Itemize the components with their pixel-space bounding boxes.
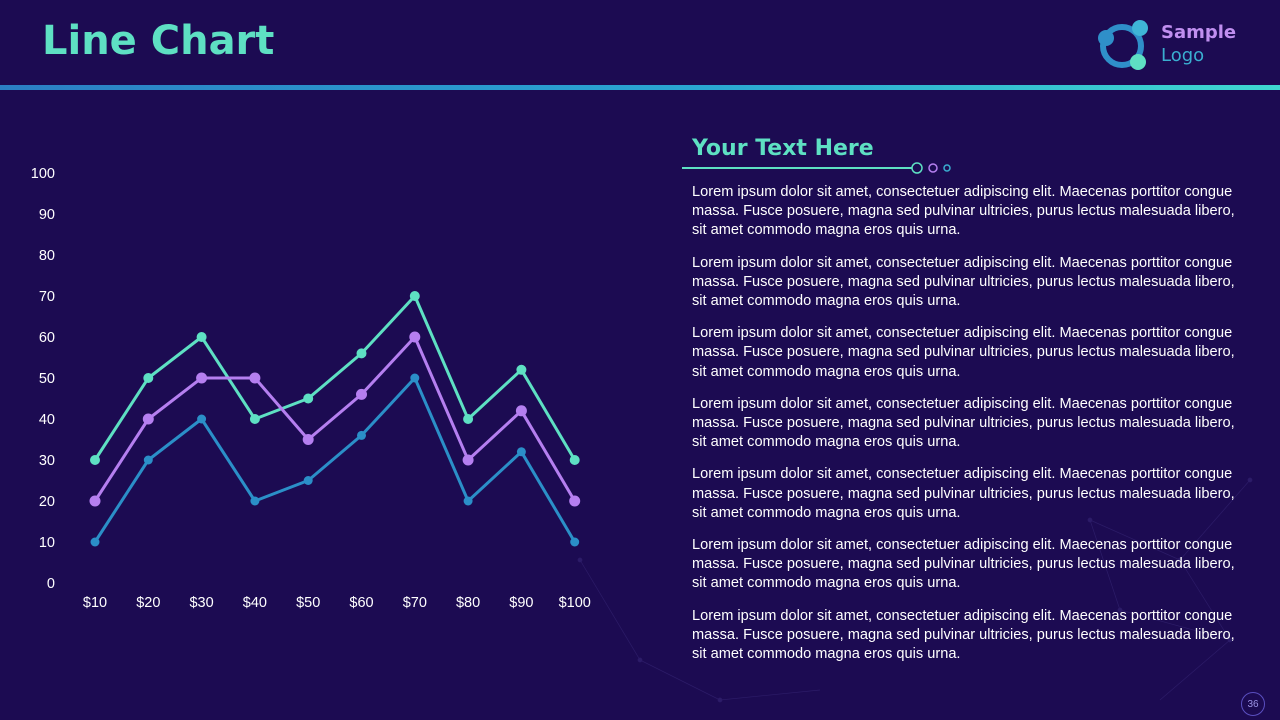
x-tick-label: $40 bbox=[242, 595, 268, 611]
data-point bbox=[409, 332, 420, 343]
data-point bbox=[463, 455, 474, 466]
side-panel-paragraphs bbox=[692, 183, 1237, 677]
data-point bbox=[197, 415, 206, 424]
data-point bbox=[143, 373, 153, 383]
x-tick-label: $30 bbox=[189, 595, 214, 611]
y-tick-label: 70 bbox=[38, 289, 55, 305]
data-point bbox=[464, 497, 473, 506]
x-tick-label: $10 bbox=[82, 595, 108, 611]
x-tick-label: $100 bbox=[558, 595, 591, 611]
paragraph-7: Lorem ipsum dolor sit amet, consectetuer adipiscing elit. Maecenas porttitor congue massa. Fusce posuere, magna sed pulvinar ultricies, purus lectus malesuada libero, sit amet commodo magna eros quis urna. bbox=[692, 607, 1235, 663]
paragraph-1: Lorem ipsum dolor sit amet, consectetuer adipiscing elit. Maecenas porttitor congue massa. Fusce posuere, magna sed pulvinar ultricies, purus lectus malesuada libero, sit amet commodo magna eros quis urna. bbox=[692, 184, 1235, 239]
paragraph-6: Lorem ipsum dolor sit amet, consectetuer adipiscing elit. Maecenas porttitor congue massa. Fusce posuere, magna sed pulvinar ultricies, purus lectus malesuada libero, sit amet commodo magna eros quis urna. bbox=[692, 537, 1235, 592]
x-tick-label: $90 bbox=[509, 595, 534, 611]
data-point bbox=[197, 332, 207, 342]
paragraph-4: Lorem ipsum dolor sit amet, consectetuer adipiscing elit. Maecenas porttitor congue massa. Fusce posuere, magna sed pulvinar ultricies, purus lectus malesuada libero, sit amet commodo magna eros quis urna. bbox=[692, 395, 1235, 451]
data-point bbox=[517, 447, 526, 456]
data-point bbox=[410, 374, 419, 383]
paragraph-2: Lorem ipsum dolor sit amet, consectetuer adipiscing elit. Maecenas porttitor congue massa. Fusce posuere, magna sed pulvinar ultricies, purus lectus malesuada libero, sit amet commodo magna eros quis urna. bbox=[692, 254, 1235, 310]
data-point bbox=[90, 496, 101, 507]
data-point bbox=[144, 456, 153, 465]
data-point bbox=[357, 431, 366, 440]
y-tick-label: 20 bbox=[38, 494, 55, 510]
logo-text-line2: Logo bbox=[1161, 45, 1205, 66]
logo-text-line1: Sample bbox=[1161, 22, 1237, 43]
data-point bbox=[357, 348, 367, 358]
x-tick-label: $50 bbox=[296, 595, 321, 611]
y-tick-label: 30 bbox=[38, 453, 55, 469]
data-point bbox=[516, 365, 526, 375]
data-point bbox=[143, 414, 154, 425]
paragraph-3: Lorem ipsum dolor sit amet, consectetuer adipiscing elit. Maecenas porttitor congue massa. Fusce posuere, magna sed pulvinar ultricies, purus lectus malesuada libero, sit amet commodo magna eros quis urna. bbox=[692, 325, 1235, 380]
page-title: Line Chart bbox=[42, 18, 275, 64]
data-point bbox=[91, 538, 100, 547]
y-tick-label: 0 bbox=[46, 576, 55, 592]
data-point bbox=[249, 373, 260, 384]
data-point bbox=[569, 496, 580, 507]
logo-mark-icon bbox=[1096, 16, 1160, 76]
sample-logo bbox=[1096, 16, 1266, 76]
data-point bbox=[303, 394, 313, 404]
y-tick-label: 40 bbox=[38, 412, 55, 428]
data-point bbox=[250, 497, 259, 506]
y-tick-label: 100 bbox=[30, 166, 55, 182]
y-tick-label: 80 bbox=[38, 248, 55, 264]
data-point bbox=[250, 414, 260, 424]
y-tick-label: 50 bbox=[38, 371, 55, 387]
data-point bbox=[410, 291, 420, 301]
data-point bbox=[303, 434, 314, 445]
data-point bbox=[196, 373, 207, 384]
side-panel-heading: Your Text Here bbox=[692, 136, 874, 161]
x-tick-label: $20 bbox=[136, 595, 161, 611]
y-tick-label: 60 bbox=[38, 330, 55, 346]
data-point bbox=[516, 405, 527, 416]
x-tick-label: $70 bbox=[402, 595, 427, 611]
y-tick-label: 10 bbox=[38, 535, 55, 551]
y-tick-label: 90 bbox=[38, 207, 55, 223]
heading-underline-dots bbox=[682, 160, 957, 178]
data-point bbox=[304, 476, 313, 485]
data-point bbox=[90, 455, 100, 465]
series-line-3 bbox=[95, 378, 575, 542]
x-tick-label: $80 bbox=[455, 595, 481, 611]
series-line-2 bbox=[95, 337, 575, 501]
data-point bbox=[570, 455, 580, 465]
line-chart bbox=[0, 150, 640, 620]
data-point bbox=[463, 414, 473, 424]
header-divider bbox=[0, 85, 1280, 90]
data-point bbox=[356, 389, 367, 400]
x-tick-label: $60 bbox=[349, 595, 374, 611]
series-line-1 bbox=[95, 296, 575, 460]
page-number: 36 bbox=[1241, 692, 1265, 716]
paragraph-5: Lorem ipsum dolor sit amet, consectetuer adipiscing elit. Maecenas porttitor congue massa. Fusce posuere, magna sed pulvinar ultricies, purus lectus malesuada libero, sit amet commodo magna eros quis urna. bbox=[692, 466, 1235, 521]
data-point bbox=[570, 538, 579, 547]
